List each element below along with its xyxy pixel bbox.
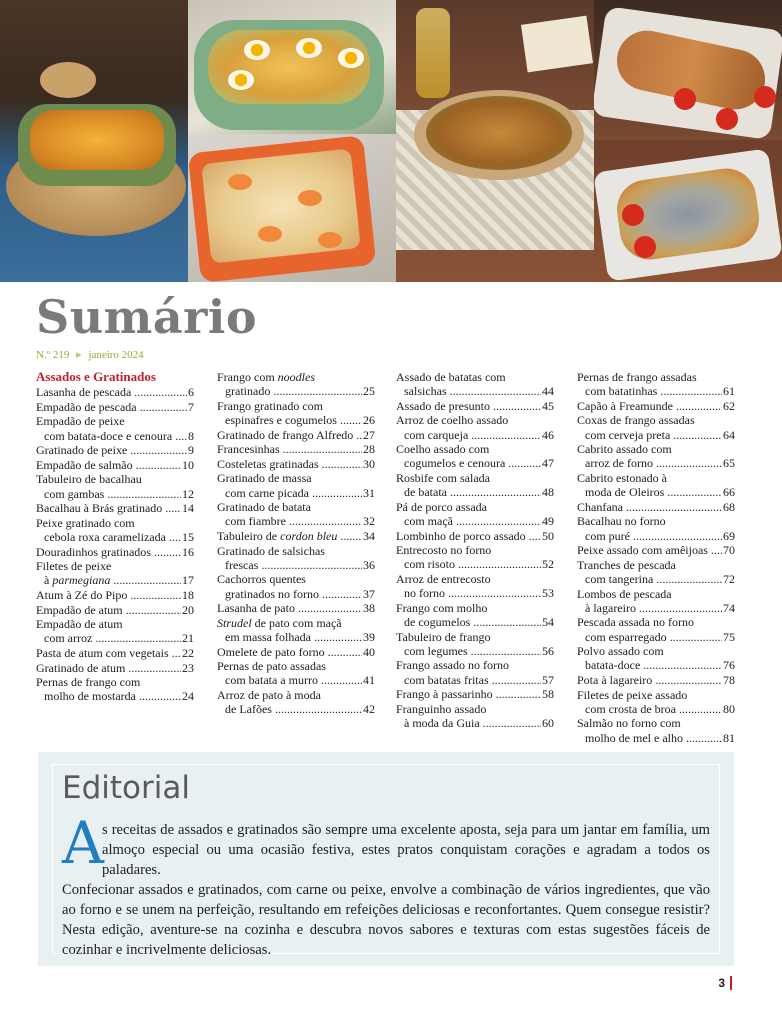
toc-entry[interactable] [577,587,735,615]
toc-entry[interactable] [217,572,375,600]
toc-entry[interactable] [577,471,735,499]
toc-entry-subtitle: à parmegiana ..... [44,573,181,587]
toc-entry[interactable] [396,413,554,441]
toc-entry-subtitle: molho de mostarda ..... [44,689,181,703]
toc-entry[interactable] [396,529,554,543]
toc-column-3 [396,370,554,731]
toc-entry[interactable] [396,442,554,470]
toc-entry-subtitle: com tangerina ..... [585,572,722,586]
toc-entry-title: Filetes de peixe [36,559,112,574]
toc-column-4 [577,370,735,745]
toc-entry-page: 22 [182,645,194,660]
toc-entry[interactable] [396,471,554,499]
toc-entry-title: Tabuleiro de cordon bleu ..... [217,529,362,543]
toc-entry-title: Assado de presunto ..... [396,399,541,413]
toc-entry-page: 47 [542,456,554,471]
toc-entry-page: 32 [363,514,375,529]
oil-bottle [416,8,450,98]
toc-entry[interactable] [577,370,735,398]
toc-entry-subtitle: com batatas fritas ..... [404,673,541,687]
toc-entry-page: 25 [363,384,375,399]
toc-entry[interactable] [217,601,375,615]
toc-entry-title: Arroz de pato à moda [217,687,321,702]
toc-entry-subtitle: de Lafões ..... [225,702,362,716]
shrimp [318,232,342,248]
toc-entry[interactable] [396,370,554,398]
editorial-dropcap: A [62,809,104,877]
toc-entry-subtitle: salsichas ..... [404,384,541,398]
toc-entry-title: Gratinado de batata [217,500,311,515]
toc-entry-title: Bacalhau no forno [577,514,666,529]
toc-entry-page: 17 [182,573,194,588]
gratin-topping [30,110,164,170]
issue-date: janeiro 2024 [88,349,144,361]
toc-entry[interactable] [217,370,375,398]
toc-entry[interactable] [217,688,375,716]
toc-entry-subtitle: de batata ..... [404,485,541,499]
toc-entry-title: Francesinhas ..... [217,442,362,456]
toc-entry-title: Capão à Freamunde ..... [577,399,722,413]
egg-half [228,70,254,90]
toc-entry-title: Douradinhos gratinados ..... [36,545,181,559]
toc-entry-page: 6 [188,385,194,400]
toc-entry-title: Gratinado de frango Alfredo ..... [217,428,362,442]
toc-entry-subtitle: gratinados no forno ..... [225,587,362,601]
recipe-book [521,16,593,73]
toc-entry-title: Frango com molho [396,600,488,615]
toc-entry[interactable] [577,558,735,586]
toc-entry-title: Gratinado de salsichas [217,543,325,558]
toc-entry-title: Entrecosto no forno [396,543,492,558]
tomato [622,204,644,226]
toc-entry-subtitle: cebola roxa caramelizada ..... [44,530,181,544]
toc-entry[interactable] [396,500,554,528]
toc-entry-title: Lombinho de porco assado ..... [396,529,541,543]
toc-entry[interactable] [577,644,735,672]
toc-entry-subtitle: cogumelos e cenoura ..... [404,456,541,470]
toc-entry-page: 12 [182,486,194,501]
toc-entry-title: Filetes de peixe assado [577,687,688,702]
roast-chicken [426,96,572,170]
toc-entry-page: 20 [182,602,194,617]
toc-entry-page: 26 [363,413,375,427]
toc-entry-title: Polvo assado com [577,644,664,659]
toc-entry-subtitle: com puré ..... [585,529,722,543]
photo-shrimp-gratin [188,134,396,282]
toc-entry[interactable] [36,646,194,660]
toc-entry-page: 61 [723,384,735,399]
toc-entry-subtitle: em massa folhada ..... [225,630,362,644]
photo-egg-gratin [188,0,396,134]
toc-entry-page: 81 [723,730,735,745]
toc-section-title: Assados e Gratinados [36,369,156,384]
toc-entry[interactable] [36,545,194,559]
tomato [674,88,696,110]
toc-entry-title: Salmão no forno com [577,716,681,731]
toc-entry[interactable] [217,659,375,687]
toc-entry-page: 10 [182,457,194,472]
toc-entry-page: 40 [363,644,375,659]
toc-entry-subtitle: com risoto ..... [404,557,541,571]
toc-entry[interactable] [577,442,735,470]
toc-entry[interactable] [577,500,735,514]
toc-entry-title: Coxas de frango assadas [577,413,695,428]
toc-entry-title: Franguinho assado [396,701,487,716]
toc-entry-subtitle: com arroz ..... [44,631,181,645]
toc-entry-title: Arroz de entrecosto [396,571,491,586]
toc-entry-subtitle: frescas ..... [225,558,362,572]
toc-entry-subtitle: arroz de forno ..... [585,456,722,470]
toc-entry-subtitle: com batata-doce e cenoura ..... [44,429,187,443]
toc-entry[interactable] [577,673,735,687]
toc-entry-page: 76 [723,658,735,673]
toc-entry-title: Tabuleiro de frango [396,629,491,644]
editorial-paragraph-2: Confecionar assados e gratinados, com carne ou peixe, envolve a combinação de vários ingredientes, que vão ao forno e se unem na perfeição, resultando em refeições deliciosas e reconfortantes. Quem consegue resistir? Nesta edição, aventure-se na cozinha e descubra novos sabores e texturas com estas sugestões fáceis de cozinhar e incrivelmente deliciosas. [62,882,710,958]
toc-entry-page: 72 [723,571,735,586]
toc-entry-page: 74 [723,600,735,615]
toc-entry-subtitle: com maçã ..... [404,514,541,528]
toc-entry-title: Pota à lagareiro ..... [577,673,722,687]
egg-half [338,48,364,68]
toc-entry-page: 62 [723,398,735,413]
toc-entry-page: 27 [363,427,375,442]
toc-entry[interactable] [396,543,554,571]
toc-entry-subtitle: com carqueja ..... [404,428,541,442]
toc-entry-page: 69 [723,528,735,543]
toc-entry[interactable] [36,458,194,472]
toc-entry[interactable] [396,572,554,600]
toc-entry[interactable] [36,617,194,645]
toc-entry[interactable] [36,516,194,544]
page-title: Sumário [36,290,258,344]
toc-entry-title: Frango gratinado com [217,398,323,413]
toc-entry-title: Gratinado de peixe ..... [36,443,187,457]
editorial-body [62,820,710,960]
toc-entry-page: 31 [363,485,375,500]
toc-entry-page: 60 [542,715,554,730]
toc-entry[interactable] [577,615,735,643]
toc-entry-subtitle: molho de mel e alho ..... [585,731,722,745]
toc-entry-title: Empadão de salmão ..... [36,458,181,472]
toc-entry-subtitle: batata-doce ..... [585,658,722,672]
toc-entry[interactable] [217,544,375,572]
toc-entry-page: 23 [182,660,194,675]
toc-entry-title: Pá de porco assada [396,499,487,514]
toc-entry-subtitle: de cogumelos ..... [404,615,541,629]
toc-entry-title: Empadão de peixe [36,414,125,429]
toc-entry-title: Frango assado no forno [396,658,509,673]
toc-entry-title: Gratinado de atum ..... [36,661,181,675]
toc-entry-title: Cabrito estonado à [577,470,667,485]
toc-entry-page: 49 [542,513,554,528]
toc-entry-title: Strudel de pato com maçã [217,615,342,630]
shrimp [258,226,282,242]
page-number: 3 [718,976,732,990]
toc-entry-subtitle: com cerveja preta ..... [585,428,722,442]
toc-entry[interactable] [36,472,194,500]
toc-entry-page: 56 [542,643,554,658]
toc-entry[interactable] [36,400,194,414]
toc-entry-page: 18 [182,587,194,602]
toc-entry[interactable] [396,687,554,701]
toc-entry-page: 16 [182,544,194,559]
toc-entry[interactable] [217,399,375,427]
toc-entry[interactable] [36,443,194,457]
toc-entry-title: Pernas de frango assadas [577,370,697,384]
toc-entry-page: 9 [188,443,194,458]
toc-entry[interactable] [577,399,735,413]
toc-entry-page: 21 [182,631,194,646]
toc-entry-title: Empadão de atum [36,617,123,632]
toc-entry-page: 58 [542,687,554,702]
toc-entry-title: Bacalhau à Brás gratinado ..... [36,501,181,515]
photo-fish-lasagna [0,0,188,282]
toc-entry-title: Chanfana ..... [577,500,722,514]
toc-entry-title: Gratinado de massa [217,471,312,486]
toc-entry[interactable] [217,457,375,471]
toc-entry-page: 45 [542,398,554,413]
toc-entry-subtitle: à lagareiro ..... [585,601,722,615]
toc-entry[interactable] [217,645,375,659]
toc-entry-page: 66 [723,485,735,500]
toc-entry-page: 46 [542,427,554,442]
toc-entry-page: 41 [363,673,375,688]
toc-entry-page: 64 [723,427,735,442]
toc-entry-title: Assado de batatas com [396,370,506,384]
toc-entry-subtitle: com legumes ..... [404,644,541,658]
toc-entry-title: Tabuleiro de bacalhau [36,472,142,487]
toc-entry-title: Lasanha de pato ..... [217,601,362,615]
toc-column-2 [217,370,375,717]
editorial-title: Editorial [62,770,190,806]
toc-entry[interactable] [36,501,194,515]
toc-entry-page: 53 [542,586,554,601]
toc-entry[interactable] [217,616,375,644]
toc-entry-title: Peixe gratinado com [36,515,135,530]
toc-entry-page: 42 [363,702,375,717]
potatoes [40,62,96,98]
toc-entry-page: 30 [363,456,375,471]
toc-entry-subtitle: no forno ..... [404,586,541,600]
toc-entry-title: Lasanha de pescada ..... [36,385,187,399]
toc-entry-page: 54 [542,614,554,629]
toc-entry-subtitle: com crosta de broa ..... [585,702,722,716]
toc-entry-title: Lombos de pescada [577,586,672,601]
toc-entry[interactable] [577,514,735,542]
toc-entry[interactable] [396,399,554,413]
tomato [716,108,738,130]
toc-entry[interactable] [217,442,375,456]
tomato [754,86,776,108]
toc-entry[interactable] [36,661,194,675]
toc-entry-title: Omelete de pato forno ..... [217,645,362,659]
toc-entry-subtitle: com batatinhas ..... [585,384,722,398]
toc-entry-page: 15 [182,529,194,544]
toc-entry[interactable] [217,471,375,499]
photo-roast-chicken [396,0,594,282]
toc-entry-title: Tranches de pescada [577,557,676,572]
toc-entry[interactable] [36,588,194,602]
toc-entry[interactable] [577,543,735,557]
toc-entry[interactable] [396,630,554,658]
toc-entry-title: Empadão de atum ..... [36,603,181,617]
toc-entry-title: Cabrito assado com [577,442,672,457]
toc-entry[interactable] [396,658,554,686]
shrimp [298,190,322,206]
toc-entry-title: Frango com noodles [217,370,315,384]
toc-entry-title: Costeletas gratinadas ..... [217,457,362,471]
toc-entry-subtitle: à moda da Guia ..... [404,716,541,730]
photo-baked-fish-clams [594,140,782,282]
toc-entry-page: 34 [363,528,375,543]
toc-entry[interactable] [217,529,375,543]
toc-entry-title: Peixe assado com amêijoas ..... [577,543,722,557]
toc-entry[interactable] [396,601,554,629]
toc-entry[interactable] [36,675,194,703]
toc-entry-page: 44 [542,384,554,399]
toc-entry[interactable] [577,413,735,441]
toc-entry-page: 65 [723,456,735,471]
egg-half [296,38,322,58]
toc-entry-subtitle: espinafres e cogumelos ..... [225,413,362,427]
toc-entry[interactable] [577,688,735,716]
toc-entry-page: 7 [188,399,194,414]
toc-entry-title: Pasta de atum com vegetais ..... [36,646,181,660]
toc-entry-subtitle: com fiambre ..... [225,514,362,528]
toc-entry-page: 28 [363,442,375,457]
toc-entry-page: 38 [363,601,375,616]
toc-entry-title: Pescada assada no forno [577,615,694,630]
toc-entry-page: 57 [542,672,554,687]
toc-entry-page: 24 [182,689,194,704]
toc-entry-page: 68 [723,499,735,514]
editorial-box [38,752,734,966]
toc-entry[interactable] [36,414,194,442]
toc-entry-subtitle: moda de Oleiros ..... [585,485,722,499]
toc-entry-page: 78 [723,672,735,687]
toc-entry-title: Rosbife com salada [396,470,490,485]
toc-entry[interactable] [396,702,554,730]
tomato [634,236,656,258]
toc-entry-title: Atum à Zé do Pipo ..... [36,588,181,602]
toc-entry-title: Pernas de pato assadas [217,659,326,674]
toc-entry[interactable] [36,603,194,617]
toc-entry-subtitle: com esparregado ..... [585,630,722,644]
toc-entry[interactable] [36,385,194,399]
toc-entry-page: 75 [723,629,735,644]
toc-entry[interactable] [36,559,194,587]
toc-entry-page: 8 [188,428,194,443]
toc-entry-title: Frango à passarinho ..... [396,687,541,701]
toc-entry-page: 36 [363,557,375,572]
toc-entry-page: 52 [542,557,554,572]
toc-entry-title: Arroz de coelho assado [396,413,509,428]
toc-entry-page: 37 [363,586,375,601]
toc-entry-page: 14 [182,501,194,516]
toc-entry-page: 39 [363,629,375,644]
toc-entry-subtitle: gratinado ..... [225,384,362,398]
toc-entry-title: Coelho assado com [396,442,490,457]
issue-info [36,348,144,361]
toc-entry-page: 50 [542,528,554,543]
toc-column-1 [36,370,194,704]
issue-number: N.º 219 [36,349,70,361]
toc-entry-subtitle: com carne picada ..... [225,486,362,500]
shrimp [228,174,252,190]
photo-collage [0,0,782,282]
triangle-right-icon: ▸ [76,349,82,361]
toc-entry[interactable] [217,428,375,442]
toc-entry-subtitle: com gambas ..... [44,487,181,501]
toc-entry-title: Empadão de pescada ..... [36,400,187,414]
toc-entry-title: Pernas de frango com [36,675,141,690]
egg-half [244,40,270,60]
toc-entry-subtitle: com batata a murro ..... [225,673,362,687]
photo-stuffed-capon [594,0,782,140]
toc-entry-title: Cachorros quentes [217,572,306,587]
toc-entry-page: 48 [542,485,554,500]
editorial-paragraph-1: s receitas de assados e gratinados são sempre uma excelente aposta, seja para um jantar em família, um almoço especial ou uma ocasião festiva, estes pratos conquistam corações e agradam a todos os paladares. [102,822,710,878]
toc-entry[interactable] [217,500,375,528]
toc-entry-page: 70 [723,543,735,558]
toc-entry-page: 80 [723,701,735,716]
toc-entry[interactable] [577,716,735,744]
